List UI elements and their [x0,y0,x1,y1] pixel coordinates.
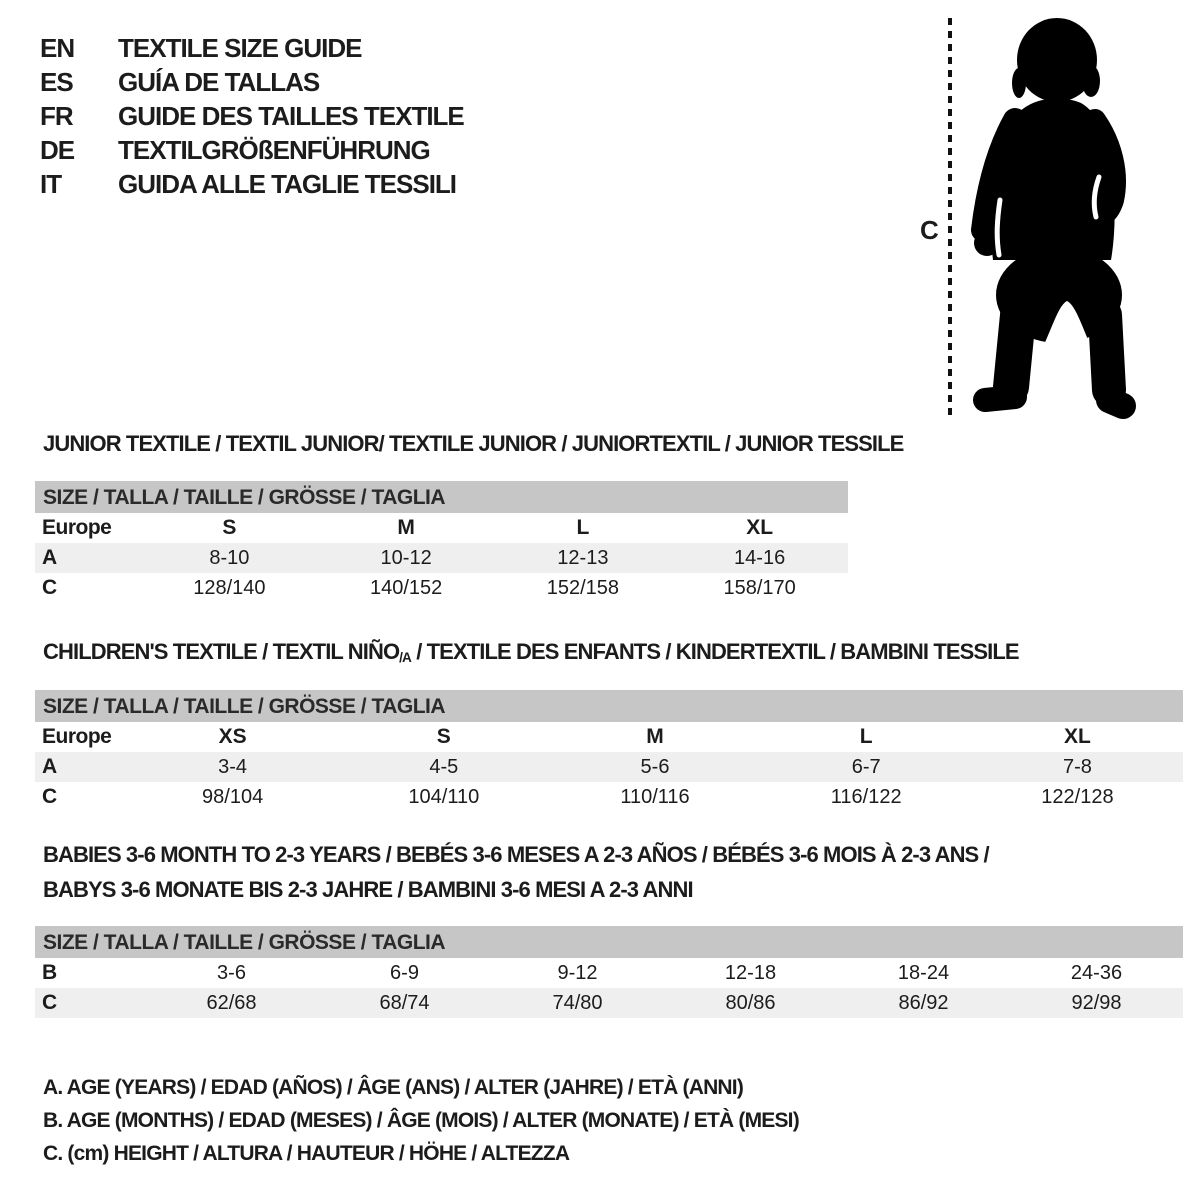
table-cell: 62/68 [206,991,257,1014]
section-title-text: CHILDREN'S TEXTILE / TEXTIL NIÑO [43,639,400,664]
legend-line-a: A. AGE (YEARS) / EDAD (AÑOS) / ÂGE (ANS) / ALTER (JAHRE) / ETÀ (ANNI) [43,1076,744,1099]
section-title-text: / TEXTILE DES ENFANTS / KINDERTEXTIL / BAMBINI TESSILE [411,639,1019,664]
row-label: A [42,755,57,778]
table-cell: 10-12 [380,546,432,569]
row-label: C [42,785,57,808]
language-row [40,133,464,167]
section-title-text: JUNIOR TEXTILE / TEXTIL JUNIOR/ TEXTILE JUNIOR / JUNIORTEXTIL / JUNIOR TESSILE [43,431,904,456]
table-cell: S [436,725,451,748]
table-cell: 18-24 [897,961,950,984]
toddler-silhouette-icon [963,15,1138,420]
table-row-a [35,752,1183,782]
language-code: ES [40,67,73,97]
table-cell: L [576,516,590,539]
table-cell: 74/80 [552,991,603,1014]
table-row-a [35,543,848,573]
table-body [35,513,848,603]
table-row-c [35,988,1183,1018]
section-title [43,842,989,902]
table-cell: 92/98 [1071,991,1122,1014]
table-cell: XS [218,725,247,748]
language-row [40,31,464,65]
babies-size-table [35,926,1183,1018]
table-cell: 122/128 [1041,785,1114,808]
table-cell: 98/104 [202,785,264,808]
table-cell: XL [1063,725,1091,748]
section-title-text: BABYS 3-6 MONATE BIS 2-3 JAHRE / BAMBINI 3-6 MESI A 2-3 ANNI [43,877,693,902]
language-code: IT [40,169,62,199]
height-measure-line [948,18,952,415]
table-body [35,958,1183,1018]
table-cell: 24-36 [1070,961,1123,984]
table-cell: 4-5 [429,755,459,778]
table-cell: 158/170 [723,576,796,599]
language-row [40,65,464,99]
table-cell: L [859,725,873,748]
section-title [43,641,1019,669]
table-cell: S [222,516,237,539]
height-figure [920,15,1155,425]
table-body [35,722,1183,812]
table-row-b [35,958,1183,988]
table-cell: 9-12 [557,961,598,984]
table-cell: 6-9 [390,961,419,984]
row-label: Europe [42,516,112,539]
guide-title: TEXTILE SIZE GUIDE [118,33,362,63]
legend-line-c: C. (cm) HEIGHT / ALTURA / HAUTEUR / HÖHE / ALTEZZA [43,1142,570,1165]
table-row-c [35,782,1183,812]
table-cell: 152/158 [546,576,620,599]
table-cell: 7-8 [1062,755,1092,778]
section-title [43,433,903,455]
height-measure-label: C [920,215,939,245]
table-cell: XL [746,516,774,539]
table-cell: 80/86 [725,991,776,1014]
table-cell: 12-13 [557,546,609,569]
guide-title: GUIDE DES TAILLES TEXTILE [118,101,464,131]
language-code: FR [40,101,73,131]
table-cell: 68/74 [379,991,430,1014]
table-cell: 12-18 [724,961,777,984]
table-cell: 140/152 [369,576,443,599]
table-cell: 104/110 [408,785,480,808]
row-label: A [42,546,57,569]
guide-title: GUIDA ALLE TAGLIE TESSILI [118,169,457,199]
row-label: C [42,991,57,1014]
legend-line-b: B. AGE (MONTHS) / EDAD (MESES) / ÂGE (MOIS) / ALTER (MONATE) / ETÀ (MESI) [43,1109,799,1132]
row-label: Europe [42,725,112,748]
size-header-bar: SIZE / TALLA / TAILLE / GRÖSSE / TAGLIA [35,926,1183,958]
table-cell: 110/116 [620,785,690,808]
children-size-table [35,690,1183,812]
row-label: B [42,961,57,984]
table-cell: 8-10 [209,546,250,569]
table-cell: 14-16 [734,546,786,569]
table-row-europe [35,513,848,543]
language-code: DE [40,135,75,165]
size-header-bar: SIZE / TALLA / TAILLE / GRÖSSE / TAGLIA [35,690,1183,722]
guide-title: TEXTILGRÖßENFÜHRUNG [118,135,430,165]
size-header-bar: SIZE / TALLA / TAILLE / GRÖSSE / TAGLIA [35,481,848,513]
section-title-subscript: /A [399,650,411,665]
table-cell: 5-6 [640,755,670,778]
language-list [40,31,464,201]
guide-title: GUÍA DE TALLAS [118,67,320,97]
section-title-text: BABIES 3-6 MONTH TO 2-3 YEARS / BEBÉS 3-6 MESES A 2-3 AÑOS / BÉBÉS 3-6 MOIS À 2-3 ANS / [43,842,989,867]
table-cell: 86/92 [898,991,949,1014]
legend [43,1071,799,1170]
table-cell: 3-4 [218,755,248,778]
table-cell: 128/140 [193,576,266,599]
language-code: EN [40,33,75,63]
table-cell: M [397,516,415,539]
table-row-c [35,573,848,603]
table-cell: 116/122 [830,785,902,808]
table-cell: M [646,725,664,748]
language-row [40,167,464,201]
row-label: C [42,576,57,599]
table-row-europe [35,722,1183,752]
junior-size-table [35,481,848,603]
table-cell: 3-6 [217,961,246,984]
language-row [40,99,464,133]
table-cell: 6-7 [851,755,881,778]
